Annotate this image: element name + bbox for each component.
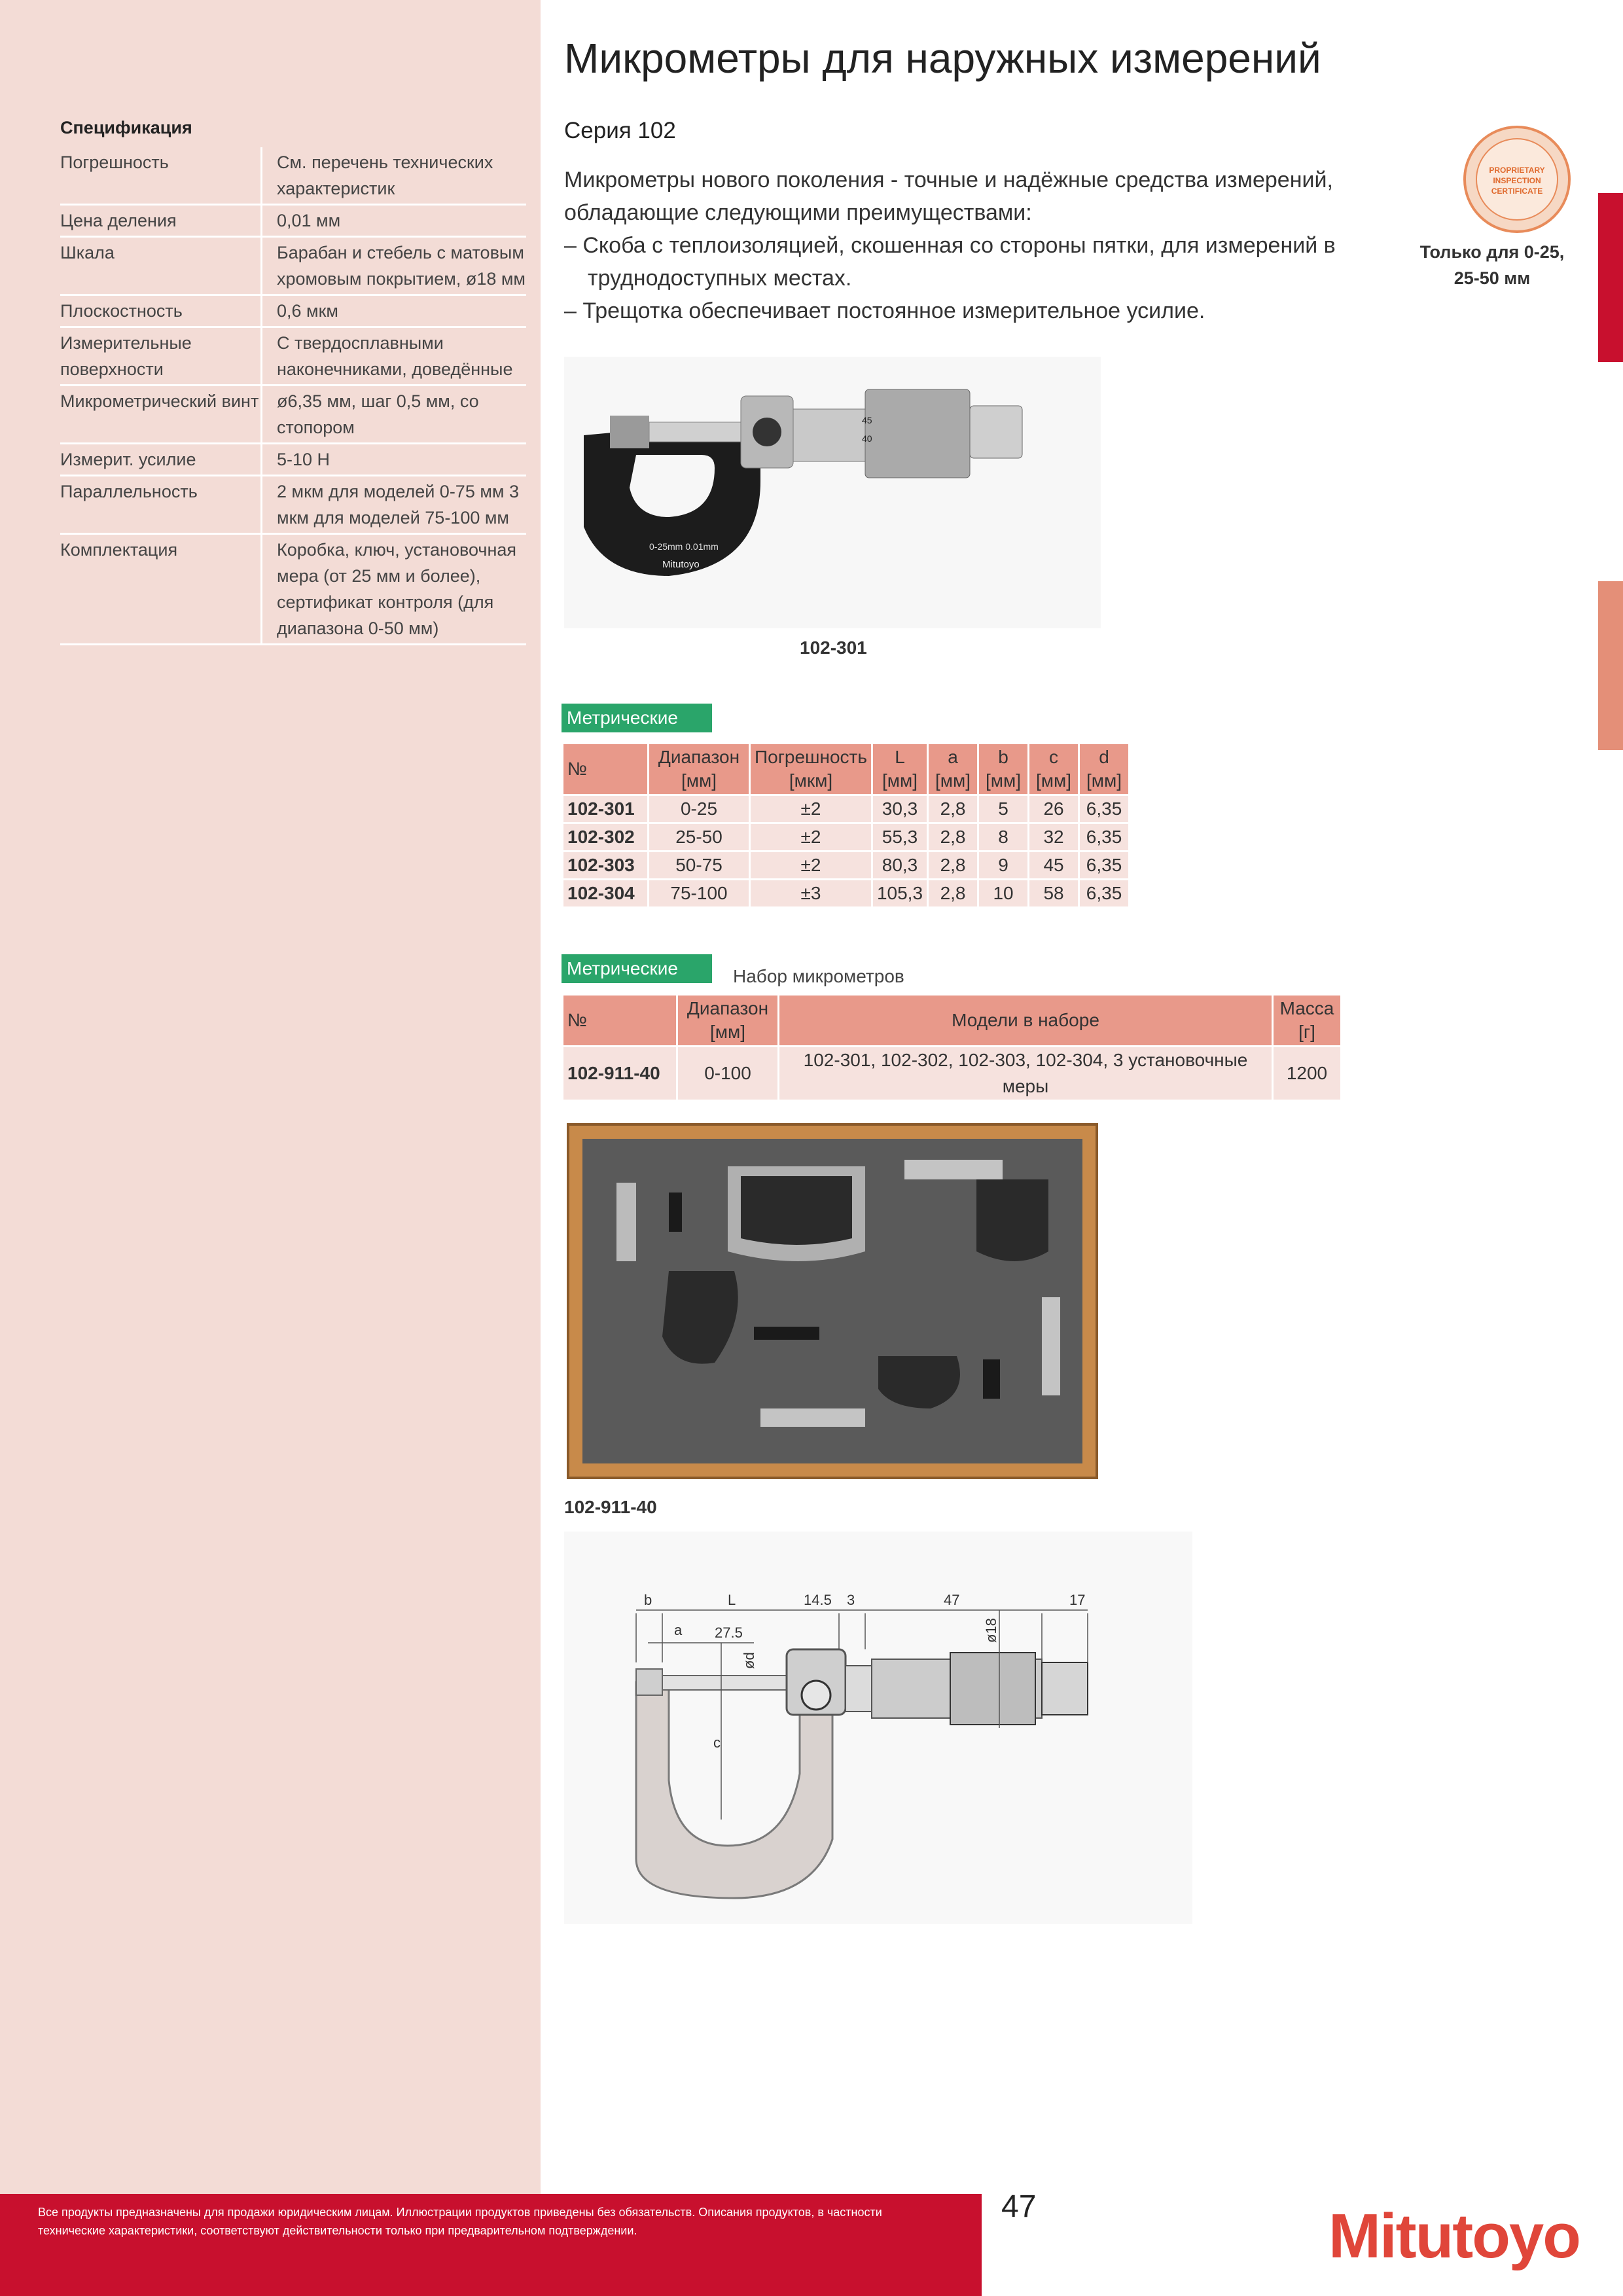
brand-logo: Mitutoyo <box>1329 2201 1580 2271</box>
cert-line: INSPECTION <box>1493 176 1541 185</box>
set-table <box>562 994 1342 1102</box>
spec-row <box>60 476 526 535</box>
cell: 55,3 <box>873 824 927 850</box>
disclaimer-text: Все продукты предназначены для продажи юридическим лицам. Иллюстрации продуктов приведены без обязательств. Описания продуктов, в частности технические характеристики, соответствуют действительности только при предварительном подтверждении. <box>38 2206 882 2237</box>
spec-row <box>60 535 526 645</box>
metric-tag: Метрические <box>562 954 712 983</box>
spec-table <box>60 118 526 645</box>
spec-row <box>60 444 526 476</box>
cell: 58 <box>1029 880 1078 906</box>
cell: 80,3 <box>873 852 927 878</box>
spec-title: Спецификация <box>60 118 192 137</box>
cell: 2,8 <box>929 852 977 878</box>
col-header: № <box>563 996 676 1045</box>
model-table <box>562 742 1130 908</box>
spec-row <box>60 206 526 238</box>
col-header: Диапазон [мм] <box>678 996 777 1045</box>
page-title: Микрометры для наружных измерений <box>564 35 1321 82</box>
cell: 6,35 <box>1080 796 1128 822</box>
cell: 6,35 <box>1080 852 1128 878</box>
frame-brand-text: Mitutoyo <box>662 559 700 570</box>
spec-label: Плоскостность <box>60 296 262 326</box>
spec-row <box>60 147 526 206</box>
footer <box>0 2189 1623 2296</box>
dim-label: a <box>674 1622 683 1638</box>
spec-value: 5-10 Н <box>277 450 330 469</box>
cell: 32 <box>1029 824 1078 850</box>
intro-bullet: – Скоба с теплоизоляцией, скошенная со стороны пятки, для измерений в труднодоступных местах. <box>564 233 1336 291</box>
intro-lead: Микрометры нового поколения - точные и надёжные средства измерений, обладающие следующими преимуществами: <box>564 168 1333 225</box>
dim-label: 14.5 <box>804 1592 832 1608</box>
cell: 102-302 <box>563 824 647 850</box>
micrometer-set-photo <box>564 1121 1101 1484</box>
page-number: 47 <box>1001 2189 1037 2224</box>
col-header: a [мм] <box>929 744 977 794</box>
spec-value: 0,6 мкм <box>277 301 338 321</box>
spec-row <box>60 296 526 328</box>
spec-value: Коробка, ключ, установочная мера (от 25 мм и более), сертификат контроля (для диапазона 0-50 мм) <box>277 540 517 638</box>
table-row <box>563 824 1128 850</box>
spec-row <box>60 386 526 444</box>
dim-label: 47 <box>944 1592 960 1608</box>
spec-label: Погрешность <box>60 147 262 204</box>
table-row <box>563 796 1128 822</box>
cell: 8 <box>979 824 1027 850</box>
cert-line: PROPRIETARY <box>1489 166 1545 175</box>
cell: ±2 <box>751 852 871 878</box>
spec-value: ø6,35 мм, шаг 0,5 мм, со стопором <box>277 391 479 437</box>
cell: 2,8 <box>929 824 977 850</box>
dimension-drawing <box>564 1532 1192 1924</box>
micrometer-photo <box>564 357 1101 628</box>
cell: 5 <box>979 796 1027 822</box>
cell: 105,3 <box>873 880 927 906</box>
intro-bullet: – Трещотка обеспечивает постоянное измерительное усилие. <box>564 298 1205 323</box>
cell: 102-303 <box>563 852 647 878</box>
spec-value: 2 мкм для моделей 0-75 мм 3 мкм для моделей 75-100 мм <box>277 482 519 528</box>
cell: 30,3 <box>873 796 927 822</box>
cert-caption: Только для 0-25, 25-50 мм <box>1419 242 1565 288</box>
cell: 102-304 <box>563 880 647 906</box>
cell: 75-100 <box>649 880 749 906</box>
spec-value: 0,01 мм <box>277 211 341 230</box>
cell: 26 <box>1029 796 1078 822</box>
col-header: Диапазон [мм] <box>649 744 749 794</box>
table-row <box>563 1047 1340 1100</box>
dim-label: ø18 <box>983 1618 999 1643</box>
cell: ±2 <box>751 796 871 822</box>
cell: 1200 <box>1274 1047 1340 1100</box>
spec-label: Комплектация <box>60 535 262 643</box>
cell: ±3 <box>751 880 871 906</box>
col-header: b [мм] <box>979 744 1027 794</box>
cell: ±2 <box>751 824 871 850</box>
photo-caption: 102-301 <box>800 637 867 658</box>
cell: 0-100 <box>678 1047 777 1100</box>
cert-line: CERTIFICATE <box>1491 187 1543 196</box>
cell: 50-75 <box>649 852 749 878</box>
spec-label: Параллельность <box>60 476 262 533</box>
dim-label: b <box>644 1592 652 1608</box>
dim-label: ød <box>741 1652 757 1669</box>
thimble-scale-label: 40 <box>862 433 872 444</box>
cell: 6,35 <box>1080 880 1128 906</box>
spec-value: См. перечень технических характеристик <box>277 152 493 198</box>
cell: 102-911-40 <box>563 1047 676 1100</box>
table-row <box>563 880 1128 906</box>
cell: 2,8 <box>929 880 977 906</box>
dim-label: c <box>713 1734 721 1751</box>
cell: 102-301, 102-302, 102-303, 102-304, 3 установочные меры <box>779 1047 1272 1100</box>
col-header: c [мм] <box>1029 744 1078 794</box>
col-header: Модели в наборе <box>779 996 1272 1045</box>
col-header: L [мм] <box>873 744 927 794</box>
spec-value: Барабан и стебель с матовым хромовым покрытием, ø18 мм <box>277 243 526 289</box>
dim-label: 27.5 <box>715 1624 743 1641</box>
photo-caption: 102-911-40 <box>564 1497 657 1517</box>
dim-label: 17 <box>1069 1592 1086 1608</box>
thimble-scale-label: 45 <box>862 415 872 425</box>
cell: 0-25 <box>649 796 749 822</box>
table-row <box>563 852 1128 878</box>
cell: 25-50 <box>649 824 749 850</box>
spec-row <box>60 328 526 386</box>
certificate-seal-icon <box>1461 123 1573 236</box>
series-title: Серия 102 <box>564 118 676 143</box>
cell: 2,8 <box>929 796 977 822</box>
spec-label: Измерительные поверхности <box>60 328 262 384</box>
set-label: Набор микрометров <box>733 966 904 986</box>
cell: 9 <box>979 852 1027 878</box>
spec-value: С твердосплавными наконечниками, доведённые <box>277 333 513 379</box>
side-tab-salmon <box>1598 581 1623 750</box>
col-header: d [мм] <box>1080 744 1128 794</box>
dim-label: L <box>728 1592 736 1608</box>
spec-row <box>60 238 526 296</box>
spec-label: Измерит. усилие <box>60 444 262 475</box>
spec-label: Шкала <box>60 238 262 294</box>
dim-label: 3 <box>847 1592 855 1608</box>
footer-white-band <box>982 2189 1623 2296</box>
cell: 10 <box>979 880 1027 906</box>
col-header: Погрешность [мкм] <box>751 744 871 794</box>
col-header: № <box>563 744 647 794</box>
cell: 45 <box>1029 852 1078 878</box>
spec-label: Цена деления <box>60 206 262 236</box>
cell: 6,35 <box>1080 824 1128 850</box>
footer-red-band <box>0 2194 982 2296</box>
spec-label: Микрометрический винт <box>60 386 262 442</box>
metric-tag: Метрические <box>562 704 712 732</box>
frame-range-text: 0-25mm 0.01mm <box>649 541 719 552</box>
intro-text <box>564 164 1389 327</box>
cell: 102-301 <box>563 796 647 822</box>
col-header: Масса [г] <box>1274 996 1340 1045</box>
side-tab-red <box>1598 193 1623 362</box>
